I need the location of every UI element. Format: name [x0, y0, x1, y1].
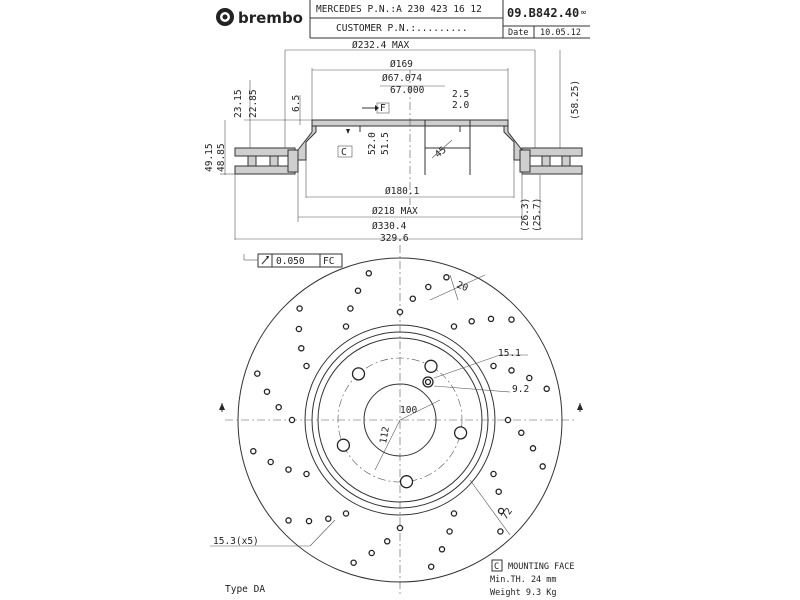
drilled-hole	[326, 516, 331, 521]
drilled-hole	[540, 464, 545, 469]
drilled-hole	[509, 368, 514, 373]
drilled-hole	[439, 547, 444, 552]
bolt-hole	[401, 476, 413, 488]
drilled-hole	[509, 317, 514, 322]
drilled-hole	[397, 525, 402, 530]
brembo-logo	[216, 8, 303, 27]
drilled-hole	[289, 417, 294, 422]
drilled-hole	[451, 511, 456, 516]
dim-h2285: 22.85	[248, 89, 259, 118]
bolt-holes	[337, 360, 466, 487]
dim-d218: Ø218 MAX	[372, 206, 418, 217]
friction-ring-right	[520, 148, 582, 174]
drilled-hole	[286, 467, 291, 472]
dim-h4885: 48.85	[216, 143, 227, 172]
drilled-hole	[366, 271, 371, 276]
drilled-hole	[306, 519, 311, 524]
section-view	[204, 40, 582, 244]
dim-d67a: Ø67.074	[382, 73, 423, 84]
dim-h263: (26.3)	[520, 197, 531, 232]
bolt-hole	[425, 360, 437, 372]
dim-h257: (25.7)	[532, 197, 543, 232]
dim-d1801: Ø180.1	[385, 186, 420, 197]
drilled-hole	[491, 363, 496, 368]
dim-92: 9.2	[512, 384, 530, 395]
min-thickness: Min.TH. 24 mm	[490, 575, 557, 585]
part-number: 09.B842.40	[507, 6, 580, 20]
dim-d3296: 329.6	[380, 233, 409, 244]
hat-section-right	[504, 125, 522, 160]
bolt-hole	[353, 368, 365, 380]
dim-h5825: (58.25)	[570, 79, 581, 120]
drilled-hole	[385, 539, 390, 544]
dim-d67b: 67.000	[390, 85, 425, 96]
drilled-hole	[351, 560, 356, 565]
drilled-hole	[544, 386, 549, 391]
drilled-hole	[491, 471, 496, 476]
dim-h515: 51.5	[380, 132, 391, 155]
drilled-hole	[299, 346, 304, 351]
drilled-hole	[251, 449, 256, 454]
drilled-hole	[304, 363, 309, 368]
drilled-hole	[255, 371, 260, 376]
drilled-hole	[297, 306, 302, 311]
drilled-hole	[286, 518, 291, 523]
hat-section-left	[298, 125, 316, 160]
dim-holes: 15.3(x5)	[213, 536, 259, 547]
drilled-hole	[469, 319, 474, 324]
dim-d232: Ø232.4 MAX	[352, 40, 410, 51]
drilled-hole	[451, 324, 456, 329]
weight: Weight 9.3 Kg	[490, 588, 557, 598]
dim-h520: 52.0	[367, 132, 378, 155]
drilled-hole	[296, 326, 301, 331]
runout-tolerance-frame	[244, 254, 342, 267]
drilled-hole	[355, 288, 360, 293]
drilled-hole	[304, 471, 309, 476]
dim-h2315: 23.15	[233, 89, 244, 118]
front-view	[210, 245, 583, 595]
friction-ring-left	[235, 148, 298, 174]
datum-f: F	[380, 103, 386, 114]
dim-100: 100	[400, 405, 418, 416]
drilled-hole	[488, 316, 493, 321]
drilled-hole	[527, 375, 532, 380]
drilled-hole	[447, 529, 452, 534]
drilled-hole	[530, 446, 535, 451]
drilled-hole	[264, 389, 269, 394]
date-label: Date	[508, 28, 529, 38]
dim-72: 72	[499, 506, 516, 522]
bolt-hole	[455, 427, 467, 439]
drilled-hole	[444, 275, 449, 280]
drilled-hole	[369, 550, 374, 555]
dim-h4915: 49.15	[204, 143, 215, 172]
part-suffix: ∞	[581, 8, 587, 18]
drilled-hole	[519, 430, 524, 435]
dim-t20: 2.0	[452, 100, 470, 111]
drilled-hole	[410, 296, 415, 301]
customer-part-number: CUSTOMER P.N.:.........	[336, 23, 468, 34]
dim-112: 112	[378, 425, 392, 445]
dim-d169: Ø169	[390, 59, 413, 70]
drilled-hole	[426, 284, 431, 289]
bolt-hole	[337, 439, 349, 451]
drilled-hole	[343, 324, 348, 329]
drilled-hole	[276, 405, 281, 410]
dim-d3304: Ø330.4	[372, 221, 407, 232]
drilled-hole	[268, 459, 273, 464]
title-block	[216, 0, 590, 38]
datum-c: C	[341, 147, 347, 158]
date-value: 10.05.12	[540, 28, 581, 38]
drilled-hole	[348, 306, 353, 311]
dim-t25: 2.5	[452, 89, 470, 100]
drilled-hole	[343, 511, 348, 516]
drilled-hole	[498, 529, 503, 534]
mercedes-part-number: MERCEDES P.N.:A 230 423 16 12	[316, 4, 482, 15]
drilled-hole	[429, 564, 434, 569]
runout-reference: FC	[323, 256, 335, 267]
drilled-hole	[397, 309, 402, 314]
dim-151: 15.1	[498, 348, 521, 359]
runout-value: 0.050	[276, 256, 305, 267]
drilled-hole	[496, 489, 501, 494]
dim-ang45: 45	[432, 144, 449, 161]
type-label: Type DA	[225, 584, 266, 595]
mounting-face-datum: C	[494, 562, 500, 572]
dim-h65: 6.5	[291, 94, 302, 112]
brand-name: brembo	[238, 9, 303, 27]
drilled-hole	[505, 417, 510, 422]
mounting-face-label: MOUNTING FACE	[508, 562, 575, 572]
dim-20: 20	[454, 279, 470, 295]
